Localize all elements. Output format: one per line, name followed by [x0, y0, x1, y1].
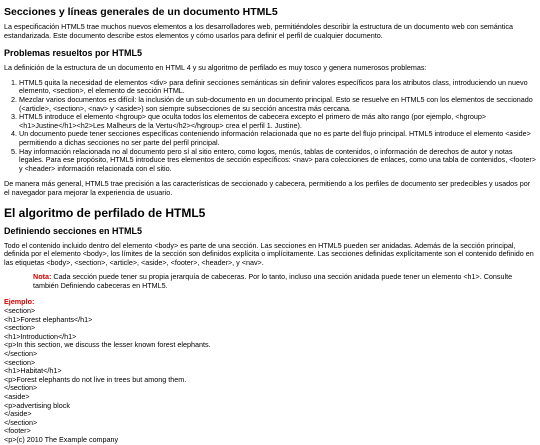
- heading-definiendo: Definiendo secciones en HTML5: [4, 225, 143, 236]
- definiendo-paragraph: Todo el contenido incluido dentro del elemento <body> es parte de una sección. Las secciones en HTML5 pueden ser anidadas. Además de la sección principal, definida por el elemento <body>, los límites de la sección son definidos explícita o implícitamente. Las secciones definidas explícitamente son el contenido definido en las etiquetas <body>, <section>, <article>, <aside>, <footer>, <header>, y <nav>.: [4, 240, 534, 267]
- heading-secciones: Secciones y líneas generales de un documento HTML5: [4, 6, 278, 18]
- problemas-intro: La definición de la estructura de un documento en HTML 4 y su algoritmo de perfilado es muy tosco y genera numerosos problemas:: [4, 63, 427, 73]
- list-item: 3. HTML5 introduce el elemento <hgroup> que oculta todos los elementos de cabecera excepto el primero de más alto rango (por ejemplo, <hgroup><h1>Justine</h1><h2>Les Malheurs de la Vertu</h2></hgroup> crea el perfil 1. Justine).: [19, 113, 536, 130]
- note-box: [33, 273, 536, 290]
- note-text: Cada sección puede tener su propia jerarquía de cabeceras. Por lo tanto, incluso una sección anidada puede tener un elemento <h1>. Consulte también Definiendo cabeceras en HTML5.: [33, 272, 513, 290]
- example-code: <section> <h1>Forest elephants</h1> <section> <h1>Introduction</h1> <p>In this section, we discuss the lesser known forest elephants. </section> <section> <h1>Habitat</h1> <p>Forest elephants do not live in trees but among them. </section> <aside> <p>advertising block </aside> </section> <footer> <p>(c) 2010 The Example company: [4, 306, 211, 444]
- problemas-list: [4, 79, 536, 174]
- list-item: 5. Hay información relacionada no al documento pero sí al sitio entero, como logos, menús, tablas de contenidos, o información de derechos de autor y notas legales. Para ese propósito, HTML5 introduce tres elementos de sección específicos: <nav> para colecciones de enlaces, como una tabla de contenidos, <footer> y <header> información relacionada con el sitio.: [19, 148, 536, 174]
- list-item: 2. Mezclar varios documentos es difícil: la inclusión de un sub-documento en un documento principal. Esto se resuelve en HTML5 con los elementos de seccionado (<article>, <section>, <nav> y <aside>) son siempre subsecciones de su sección ancestra más cercana.: [19, 96, 536, 113]
- list-item: 1. HTML5 quita la necesidad de elementos <div> para definir secciones semánticas sin definir valores específicos para los atributos class, introduciendo un nuevo elemento, <section>, el elemento de sección HTML.: [19, 79, 536, 96]
- example-label: Ejemplo:: [4, 297, 35, 307]
- heading-algoritmo: El algoritmo de perfilado de HTML5: [4, 205, 206, 220]
- list-item: 4. Un documento puede tener secciones específicas conteniendo información relacionada que no es parte del flujo principal. HTML5 introduce el elemento <aside> permitiendo a dichas secciones no ser parte del perfil principal.: [19, 130, 536, 147]
- problemas-outro: De manera más general, HTML5 trae precisión a las características de seccionado y cabecera, permitiendo a los perfiles de documento ser predecibles y usados por el navegador para mejorar la experiencia de usuario.: [4, 179, 531, 197]
- intro-paragraph: La especificación HTML5 trae muchos nuevos elementos a los desarrolladores web, permitiéndoles describir la estructura de un documento web con semántica estandarizada. Este documento describe estos elementos y cómo usarlos para definir el perfil de cualquier documento.: [4, 22, 513, 40]
- note-label: Nota:: [33, 272, 52, 282]
- heading-problemas: Problemas resueltos por HTML5: [4, 48, 143, 59]
